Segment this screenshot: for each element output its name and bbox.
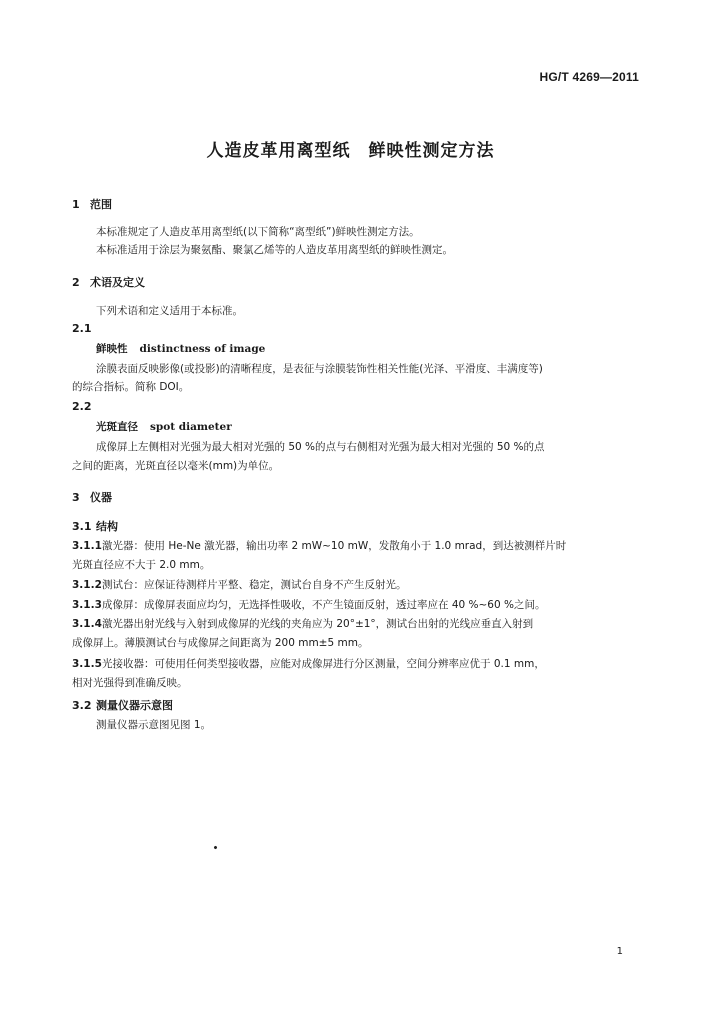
clause-text: 成像屏：成像屏表面应均匀，无选择性吸收，不产生镜面反射，透过率应在 40 %~60 %之间。 xyxy=(102,599,546,611)
subsection-heading-structure xyxy=(72,518,118,534)
term-number: 2.2 xyxy=(72,400,92,413)
term-number: 2.1 xyxy=(72,322,92,335)
paragraph: 测量仪器示意图见图 1。 xyxy=(96,719,212,731)
subsection-title: 结构 xyxy=(96,520,118,533)
term-english: distinctness of image xyxy=(139,343,266,355)
section-heading-instruments xyxy=(72,489,112,505)
term-entry xyxy=(96,342,265,356)
standard-number: HG/T 4269—2011 xyxy=(539,70,639,84)
section-title: 术语及定义 xyxy=(90,276,145,289)
subsection-heading-diagram xyxy=(72,697,173,713)
section-title: 范围 xyxy=(90,198,112,211)
clause-text: 光接收器：可使用任何类型接收器，应能对成像屏进行分区测量，空间分辨率应优于 0.1 mm， xyxy=(102,658,545,670)
term-definition: 之间的距离，光斑直径以毫米(mm)为单位。 xyxy=(72,460,280,472)
page-number: 1 xyxy=(616,946,623,957)
section-heading-terms xyxy=(72,274,145,290)
subsection-number: 3.2 xyxy=(72,699,92,712)
term-entry xyxy=(96,420,232,434)
clause-number: 3.1.5 xyxy=(72,658,102,670)
section-heading-scope xyxy=(72,196,112,212)
clause-text: 成像屏上。薄膜测试台与成像屏之间距离为 200 mm±5 mm。 xyxy=(72,637,369,649)
clause-text: 激光器：使用 He-Ne 激光器，输出功率 2 mW~10 mW，发散角小于 1.0 mrad，到达被测样片时 xyxy=(102,540,567,552)
scan-speck xyxy=(213,845,217,849)
clause-3-1-2 xyxy=(72,578,407,592)
paragraph: 本标准适用于涂层为聚氨酯、聚氯乙烯等的人造皮革用离型纸的鲜映性测定。 xyxy=(96,244,453,256)
clause-number: 3.1.3 xyxy=(72,599,102,611)
clause-text: 激光器出射光线与入射到成像屏的光线的夹角应为 20°±1°，测试台出射的光线应垂直入射到 xyxy=(102,618,534,630)
term-definition: 成像屏上左侧相对光强为最大相对光强的 50 %的点与右侧相对光强为最大相对光强的 50 %的点 xyxy=(96,441,545,453)
term-chinese: 光斑直径 xyxy=(96,421,138,433)
term-definition: 涂膜表面反映影像(或投影)的清晰程度，是表征与涂膜装饰性相关性能(光泽、平滑度、丰满度等) xyxy=(96,363,543,375)
paragraph: 下列术语和定义适用于本标准。 xyxy=(96,305,243,317)
paragraph: 本标准规定了人造皮革用离型纸(以下简称“离型纸”)鲜映性测定方法。 xyxy=(96,226,420,238)
section-number: 1 xyxy=(72,198,80,211)
subsection-number: 3.1 xyxy=(72,520,92,533)
title-part-1: 人造皮革用离型纸 xyxy=(206,141,351,161)
title-part-2: 鲜映性测定方法 xyxy=(368,141,495,161)
section-number: 3 xyxy=(72,491,80,504)
clause-3-1-5 xyxy=(72,657,545,671)
subsection-title: 测量仪器示意图 xyxy=(96,699,173,712)
term-definition: 的综合指标。简称 DOI。 xyxy=(72,381,190,393)
clause-text: 光斑直径应不大于 2.0 mm。 xyxy=(72,559,211,571)
clause-text: 相对光强得到准确反映。 xyxy=(72,677,188,689)
clause-text: 测试台：应保证待测样片平整、稳定，测试台自身不产生反射光。 xyxy=(102,579,407,591)
section-number: 2 xyxy=(72,276,80,289)
document-title xyxy=(0,136,701,161)
clause-3-1-3 xyxy=(72,598,546,612)
clause-number: 3.1.2 xyxy=(72,579,102,591)
clause-3-1-4 xyxy=(72,617,533,631)
clause-3-1-1 xyxy=(72,539,566,553)
term-english: spot diameter xyxy=(150,421,232,433)
clause-number: 3.1.4 xyxy=(72,618,102,630)
clause-number: 3.1.1 xyxy=(72,540,102,552)
section-title: 仪器 xyxy=(90,491,112,504)
term-chinese: 鲜映性 xyxy=(96,343,128,355)
